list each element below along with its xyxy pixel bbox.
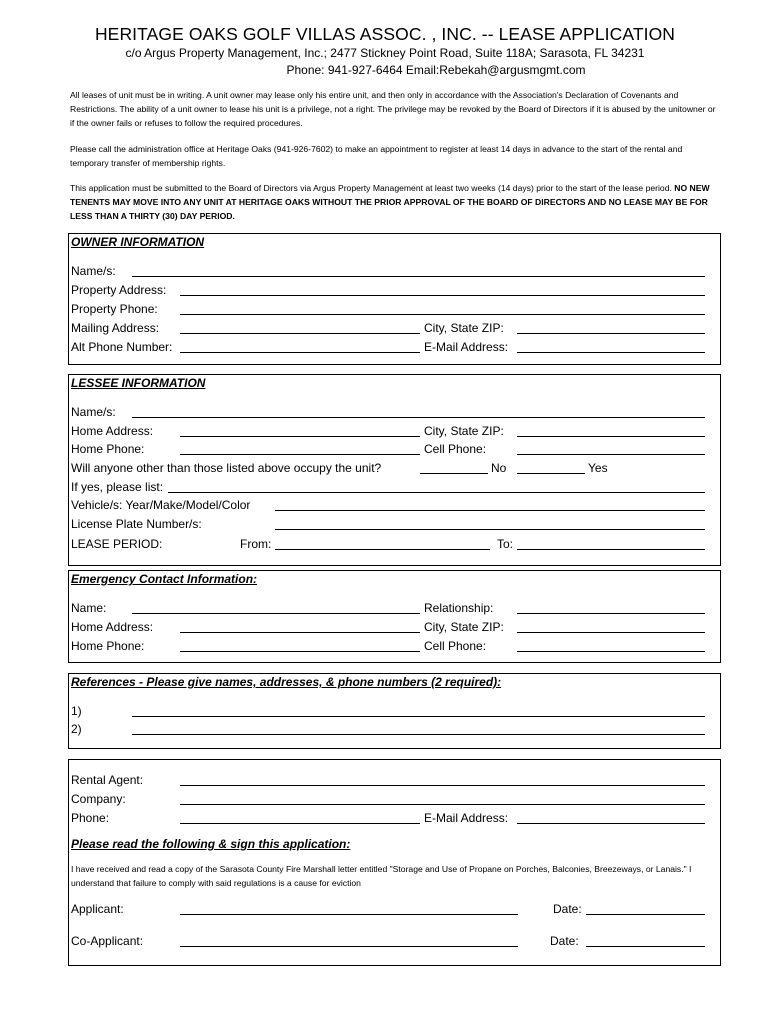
- lessee-names-label: Name/s:: [71, 405, 116, 419]
- occupy-no-label: No: [491, 461, 507, 475]
- lessee-home-phone-field[interactable]: [180, 454, 420, 455]
- page-title: HERITAGE OAKS GOLF VILLAS ASSOC. , INC. -- LEASE APPLICATION: [94, 24, 676, 44]
- occupy-yes-field[interactable]: [517, 473, 585, 474]
- owner-property-address-field[interactable]: [180, 295, 705, 296]
- references-section-title: References - Please give names, addresses, & phone numbers (2 required):: [71, 675, 502, 689]
- license-plates-field[interactable]: [275, 529, 705, 530]
- co-applicant-signature-field[interactable]: [180, 946, 518, 947]
- owner-email-label: E-Mail Address:: [424, 340, 509, 354]
- owner-names-field[interactable]: [132, 276, 705, 277]
- occupants-list-field[interactable]: [168, 492, 705, 493]
- occupy-no-field[interactable]: [420, 473, 488, 474]
- lessee-cell-phone-label: Cell Phone:: [424, 442, 487, 456]
- owner-property-address-label: Property Address:: [71, 283, 167, 297]
- company-field[interactable]: [180, 804, 705, 805]
- lease-period-label: LEASE PERIOD:: [71, 537, 163, 551]
- co-applicant-date-field[interactable]: [586, 946, 705, 947]
- emergency-city-state-zip-field[interactable]: [517, 632, 705, 633]
- owner-section-title: OWNER INFORMATION: [71, 235, 205, 249]
- lessee-cell-phone-field[interactable]: [517, 454, 705, 455]
- co-applicant-date-label: Date:: [550, 934, 579, 948]
- vehicles-field[interactable]: [275, 510, 705, 511]
- applicant-date-field[interactable]: [586, 914, 705, 915]
- lease-to-label: To:: [497, 537, 514, 551]
- owner-property-phone-label: Property Phone:: [71, 302, 158, 316]
- co-applicant-label: Co-Applicant:: [71, 934, 144, 948]
- owner-email-field[interactable]: [517, 352, 705, 353]
- intro-paragraph-1: All leases of unit must be in writing. A unit owner may lease only his entire unit, and then only in accordance with the Association's Declaration of Covenants and Restrictions. The ability of a unit owner to lease his unit is a privilege, not a right. The privilege may be revoked by the Board of Directors if it is abused by the unitowner or if the owner fails or refuses to follow the required procedures.: [70, 90, 716, 128]
- lease-from-field[interactable]: [275, 549, 490, 550]
- emergency-name-field[interactable]: [132, 613, 420, 614]
- license-plates-label: License Plate Number/s:: [71, 517, 202, 531]
- header-contact: Phone: 941-927-6464 Email:Rebekah@argusmgmt.com: [286, 63, 586, 77]
- reference-2-label: 2): [71, 722, 82, 736]
- agent-phone-field[interactable]: [180, 823, 420, 824]
- vehicles-label: Vehicle/s: Year/Make/Model/Color: [71, 498, 251, 512]
- company-label: Company:: [71, 792, 126, 806]
- header-address: c/o Argus Property Management, Inc.; 2477 Stickney Point Road, Suite 118A; Sarasota, FL 34231: [125, 46, 645, 60]
- applicant-signature-field[interactable]: [180, 914, 518, 915]
- emergency-home-phone-label: Home Phone:: [71, 639, 145, 653]
- intro-paragraph-3-text: This application must be submitted to the Board of Directors via Argus Property Management at least two weeks (14 days) prior to the start of the lease period.: [70, 183, 672, 193]
- emergency-home-address-label: Home Address:: [71, 620, 154, 634]
- owner-names-label: Name/s:: [71, 264, 116, 278]
- agent-email-field[interactable]: [517, 823, 705, 824]
- owner-city-state-zip-label: City, State ZIP:: [424, 321, 504, 335]
- owner-property-phone-field[interactable]: [180, 314, 705, 315]
- reference-1-label: 1): [71, 704, 82, 718]
- owner-alt-phone-field[interactable]: [180, 352, 420, 353]
- emergency-relationship-field[interactable]: [517, 613, 705, 614]
- emergency-home-phone-field[interactable]: [180, 651, 420, 652]
- emergency-city-state-zip-label: City, State ZIP:: [424, 620, 504, 634]
- owner-alt-phone-label: Alt Phone Number:: [71, 340, 173, 354]
- owner-mailing-address-label: Mailing Address:: [71, 321, 160, 335]
- lessee-city-state-zip-field[interactable]: [517, 436, 705, 437]
- emergency-section-title: Emergency Contact Information:: [71, 572, 258, 586]
- lessee-home-phone-label: Home Phone:: [71, 442, 145, 456]
- occupants-list-label: If yes, please list:: [71, 480, 164, 494]
- lessee-home-address-label: Home Address:: [71, 424, 154, 438]
- agent-phone-label: Phone:: [71, 811, 110, 825]
- emergency-cell-phone-label: Cell Phone:: [424, 639, 487, 653]
- emergency-cell-phone-field[interactable]: [517, 651, 705, 652]
- intro-paragraph-2: Please call the administration office at Heritage Oaks (941-926-7602) to make an appointment to register at least 14 days in advance to the start of the rental and temporary transfer of membership rights.: [70, 144, 683, 168]
- emergency-home-address-field[interactable]: [180, 632, 420, 633]
- rental-agent-field[interactable]: [180, 785, 705, 786]
- occupy-question-label: Will anyone other than those listed above occupy the unit?: [71, 461, 382, 475]
- applicant-date-label: Date:: [553, 902, 582, 916]
- emergency-relationship-label: Relationship:: [424, 601, 494, 615]
- sign-section-title: Please read the following & sign this application:: [71, 837, 351, 851]
- intro-paragraph-3: [70, 181, 720, 223]
- rental-agent-label: Rental Agent:: [71, 773, 144, 787]
- emergency-name-label: Name:: [71, 601, 107, 615]
- lease-from-label: From:: [240, 537, 272, 551]
- lease-to-field[interactable]: [517, 549, 705, 550]
- agent-email-label: E-Mail Address:: [424, 811, 509, 825]
- lessee-home-address-field[interactable]: [180, 436, 420, 437]
- intro-paragraph-3-notice: NO NEW TENENTS MAY MOVE INTO ANY UNIT AT HERITAGE OAKS WITHOUT THE PRIOR APPROVAL OF THE BOARD OF DIRECTORS AND NO LEASE MAY BE FOR LESS THAN A THIRTY (30) DAY PERIOD.: [70, 183, 710, 221]
- reference-1-field[interactable]: [132, 716, 705, 717]
- lessee-names-field[interactable]: [132, 417, 705, 418]
- applicant-label: Applicant:: [71, 902, 124, 916]
- owner-city-state-zip-field[interactable]: [517, 333, 705, 334]
- owner-mailing-address-field[interactable]: [180, 333, 420, 334]
- lessee-section-title: LESSEE INFORMATION: [71, 376, 206, 390]
- reference-2-field[interactable]: [132, 734, 705, 735]
- occupy-yes-label: Yes: [588, 461, 608, 475]
- propane-statement: I have received and read a copy of the Sarasota County Fire Marshall letter entitled "Storage and Use of Propane on Porches, Balconies, Breezeways, or Lanais." I understand that failure to comply with said regulations is a cause for eviction: [71, 864, 692, 888]
- lessee-city-state-zip-label: City, State ZIP:: [424, 424, 504, 438]
